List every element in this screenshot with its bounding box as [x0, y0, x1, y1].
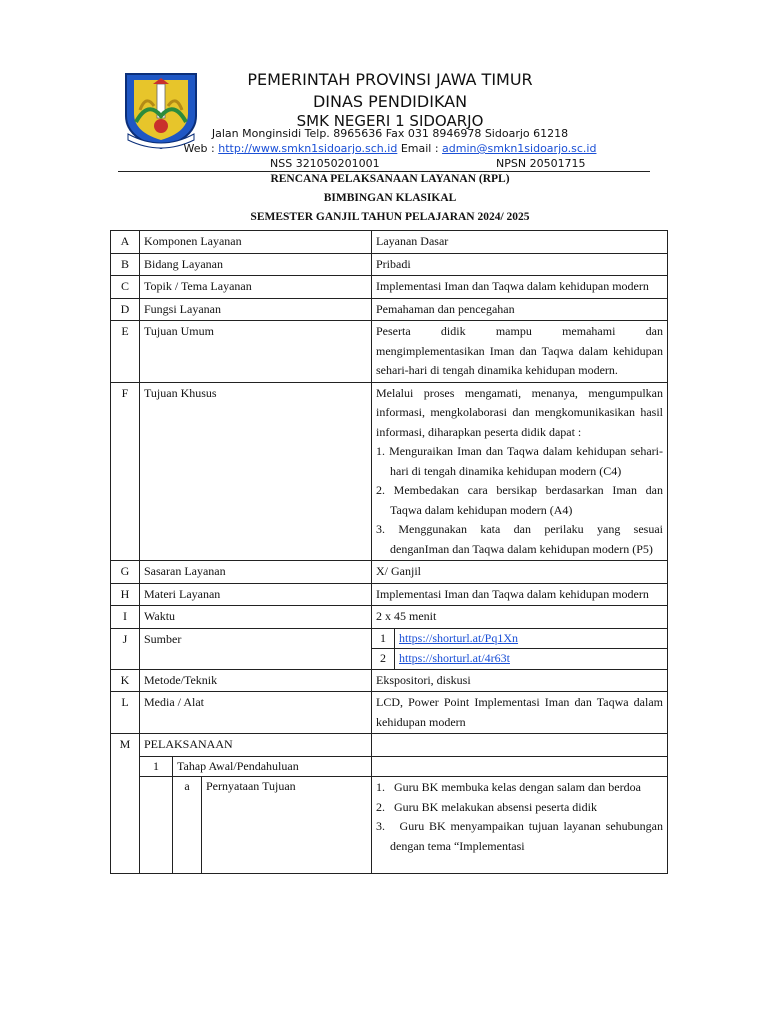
list-item: 1. Menguraikan Iman dan Taqwa dalam kehidupan sehari-hari di tengah dinamika kehidupan modern (C4) [376, 444, 663, 478]
substage-table [140, 777, 371, 873]
source-number: 1 [372, 629, 395, 649]
table-row [111, 231, 668, 254]
npsn-number: NPSN 20501715 [496, 157, 586, 170]
substage-letter: a [173, 777, 202, 873]
row-value: Pribadi [372, 253, 668, 276]
list-item: 3. Menggunakan kata dan perilaku yang sesuai denganIman dan Taqwa dalam kehidupan modern (P5) [376, 522, 663, 556]
rpl-table [110, 230, 668, 874]
substage-cell [140, 777, 372, 874]
objective-intro: Melalui proses mengamati, menanya, mengumpulkan informasi, mengkolaborasi dan mengkomunikasikan hasil informasi, diharapkan peserta didik dapat : [376, 385, 663, 439]
row-key: Waktu [140, 606, 372, 629]
stage-cell [140, 756, 372, 777]
row-letter: M [111, 734, 140, 874]
source-table [372, 629, 667, 669]
row-key: Metode/Teknik [140, 669, 372, 692]
row-value: Implementasi Iman dan Taqwa dalam kehidupan modern [372, 583, 668, 606]
list-item [376, 778, 663, 798]
row-key: Sasaran Layanan [140, 561, 372, 584]
row-value: Pemahaman dan pencegahan [372, 298, 668, 321]
document-semester: SEMESTER GANJIL TAHUN PELAJARAN 2024/ 2025 [250, 211, 530, 223]
row-value: Peserta didik mampu memahami dan mengimplementasikan Iman dan Taqwa dalam kehidupan sehari-hari di tengah dinamika kehidupan modern. [372, 321, 668, 383]
row-key: Materi Layanan [140, 583, 372, 606]
row-value: 2 x 45 menit [372, 606, 668, 629]
row-letter: E [111, 321, 140, 383]
step-number: 2. [376, 799, 385, 814]
steps-cell [372, 777, 668, 874]
list-item: 2. Membedakan cara bersikap berdasarkan Iman dan Taqwa dalam kehidupan modern (A4) [376, 483, 663, 517]
row-letter: F [111, 382, 140, 561]
row-key: Topik / Tema Layanan [140, 276, 372, 299]
step-text: Guru BK menyampaikan tujuan layanan sehubungan dengan tema “Implementasi [390, 819, 663, 853]
row-value [372, 382, 668, 561]
table-row [111, 583, 668, 606]
steps-list [376, 778, 663, 856]
stage-label: Tahap Awal/Pendahuluan [173, 757, 372, 777]
substage-label: Pernyataan Tujuan [202, 777, 372, 873]
nss-number: NSS 321050201001 [270, 157, 380, 170]
source-link-1[interactable]: https://shorturl.at/Pq1Xn [399, 630, 519, 645]
row-key: Bidang Layanan [140, 253, 372, 276]
row-letter: L [111, 692, 140, 734]
email-label: Email : [397, 142, 443, 155]
row-value: Layanan Dasar [372, 231, 668, 254]
step-text: Guru BK membuka kelas dengan salam dan berdoa [394, 780, 641, 794]
row-letter: D [111, 298, 140, 321]
source-cell [372, 628, 668, 669]
source-link-2[interactable]: https://shorturl.at/4r63t [399, 651, 510, 665]
source-url-cell [395, 629, 668, 649]
row-value-empty [372, 756, 668, 777]
row-value: Ekspositori, diskusi [372, 669, 668, 692]
letterhead-address: Jalan Monginsidi Telp. 8965636 Fax 031 8946978 Sidoarjo 61218 [211, 127, 569, 140]
letterhead-line-1: PEMERINTAH PROVINSI JAWA TIMUR [247, 70, 533, 89]
stage-number: 1 [140, 757, 173, 777]
table-row [111, 276, 668, 299]
row-value: X/ Ganjil [372, 561, 668, 584]
step-text: Guru BK melakukan absensi peserta didik [394, 799, 597, 814]
table-row [111, 606, 668, 629]
table-row [140, 777, 371, 873]
table-row [111, 692, 668, 734]
table-row [111, 756, 668, 777]
list-item [376, 798, 663, 818]
website-link[interactable]: http://www.smkn1sidoarjo.sch.id [218, 142, 398, 155]
source-number: 2 [372, 649, 395, 669]
table-row [111, 253, 668, 276]
letterhead-line-3: SMK NEGERI 1 SIDOARJO [296, 112, 484, 130]
table-row [111, 628, 668, 669]
row-letter: A [111, 231, 140, 254]
table-row [111, 298, 668, 321]
row-letter: G [111, 561, 140, 584]
substage-spacer [140, 777, 173, 873]
table-row [372, 649, 667, 669]
table-row [111, 777, 668, 874]
letterhead-contact [150, 142, 630, 155]
row-key: Tujuan Umum [140, 321, 372, 383]
row-letter: B [111, 253, 140, 276]
letterhead-line-2: DINAS PENDIDIKAN [312, 92, 468, 111]
row-key: Tujuan Khusus [140, 382, 372, 561]
row-letter: I [111, 606, 140, 629]
table-row [111, 734, 668, 757]
row-value-empty [372, 734, 668, 757]
row-key: Komponen Layanan [140, 231, 372, 254]
row-value: LCD, Power Point Implementasi Iman dan Taqwa dalam kehidupan modern [372, 692, 668, 734]
step-number: 3. [376, 819, 385, 833]
row-letter: C [111, 276, 140, 299]
web-label: Web : [183, 142, 219, 155]
row-key: Media / Alat [140, 692, 372, 734]
table-row [140, 757, 371, 777]
letterhead-divider [118, 171, 650, 172]
row-letter: K [111, 669, 140, 692]
table-row [372, 629, 667, 649]
email-link[interactable]: admin@smkn1sidoarjo.sc.id [442, 142, 597, 155]
table-row [111, 669, 668, 692]
source-url-cell [395, 649, 668, 669]
step-number: 1. [376, 780, 385, 794]
row-letter: H [111, 583, 140, 606]
row-letter: J [111, 628, 140, 669]
table-row [111, 561, 668, 584]
table-row [111, 321, 668, 383]
document-subtitle: BIMBINGAN KLASIKAL [323, 192, 457, 204]
row-key: Fungsi Layanan [140, 298, 372, 321]
row-value: Implementasi Iman dan Taqwa dalam kehidupan modern [372, 276, 668, 299]
document-title: RENCANA PELAKSANAAN LAYANAN (RPL) [270, 173, 510, 185]
table-row [111, 382, 668, 561]
list-item [376, 817, 663, 856]
row-key: Sumber [140, 628, 372, 669]
row-key: PELAKSANAAN [140, 734, 372, 757]
stage-table [140, 757, 371, 777]
objective-list [376, 442, 663, 559]
